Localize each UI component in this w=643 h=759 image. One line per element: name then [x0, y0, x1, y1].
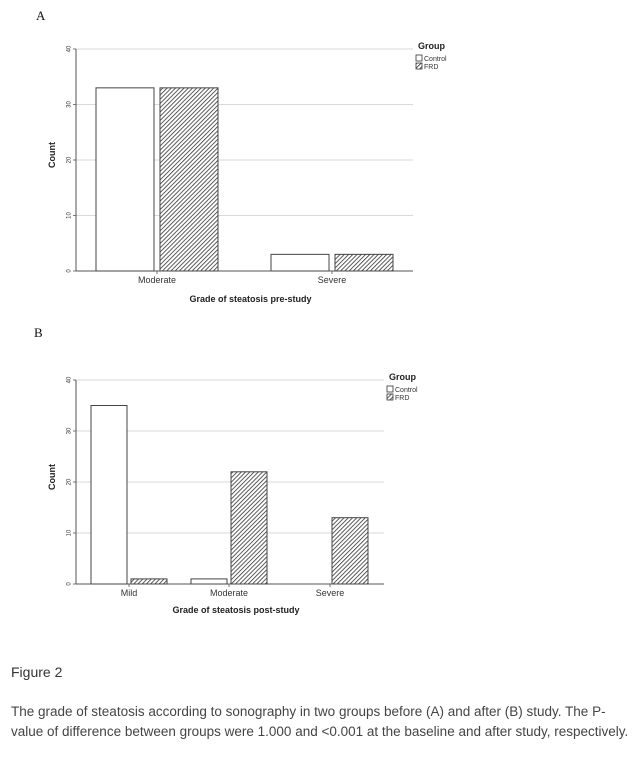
panel-b-bar-severe-frd: [332, 518, 368, 584]
panel-a-y-tick-label: 30: [66, 101, 73, 108]
panel-b-category-label-mild: Mild: [120, 588, 138, 598]
panel-b-y-tick-label: 10: [66, 529, 73, 537]
panel-a-x-axis-title: Grade of steatosis pre-study: [189, 294, 312, 304]
panel-a-category-label-moderate: Moderate: [137, 275, 177, 285]
panel-b-bar-moderate-control: [191, 579, 227, 584]
panel-b-y-axis-title: Count: [47, 464, 57, 490]
panel-b-y-tick-label: 30: [66, 427, 73, 435]
panel-a-y-tick-label: 40: [66, 45, 73, 53]
panel-b-x-axis-title: Grade of steatosis post-study: [172, 605, 300, 615]
panel-b-legend-swatch-control: [387, 386, 393, 392]
panel-b-legend-label-frd: FRD: [395, 395, 410, 402]
panel-b-bar-mild-control: [91, 406, 127, 585]
panel-b-category-label-severe: Severe: [315, 588, 345, 598]
panel-b-y-tick-label: 0: [66, 582, 73, 586]
panel-a-bar-moderate-frd: [160, 88, 218, 271]
panel-b-legend-label-control: Control: [395, 387, 418, 394]
panel-a-y-tick-label: 20: [66, 156, 73, 164]
figure-caption: The grade of steatosis according to sonography in two groups before (A) and after (B) study. The P-value of difference between groups were 1.000 and <0.001 at the baseline and after study, respectively.: [11, 704, 629, 739]
panel-a-y-tick-label: 0: [66, 269, 73, 273]
panel-a-letter: A: [36, 8, 46, 23]
panel-a-y-axis-title: Count: [47, 142, 57, 168]
panel-a-legend-label-control: Control: [424, 56, 447, 63]
panel-a-bar-moderate-control: [96, 88, 154, 271]
panel-b-bar-mild-frd: [131, 579, 167, 584]
panel-b-legend-swatch-frd: [387, 394, 393, 400]
panel-a-bar-severe-frd: [335, 254, 393, 271]
panel-b-letter: B: [34, 325, 43, 340]
panel-a-legend-label-frd: FRD: [424, 64, 439, 71]
panel-b-bar-moderate-frd: [231, 472, 267, 584]
panel-a-legend-swatch-control: [416, 55, 422, 61]
panel-a-y-tick-label: 10: [66, 212, 73, 219]
figure-label: Figure 2: [11, 664, 63, 680]
panel-a-category-label-severe: Severe: [317, 275, 347, 285]
panel-a-bar-severe-control: [271, 254, 329, 271]
panel-a-legend-swatch-frd: [416, 63, 422, 69]
panel-b-category-label-moderate: Moderate: [209, 588, 249, 598]
panel-b-y-tick-label: 40: [66, 376, 73, 384]
panel-b-y-tick-label: 20: [66, 478, 73, 486]
panel-b-legend-title: Group: [389, 372, 416, 382]
panel-a-legend-title: Group: [418, 41, 445, 51]
